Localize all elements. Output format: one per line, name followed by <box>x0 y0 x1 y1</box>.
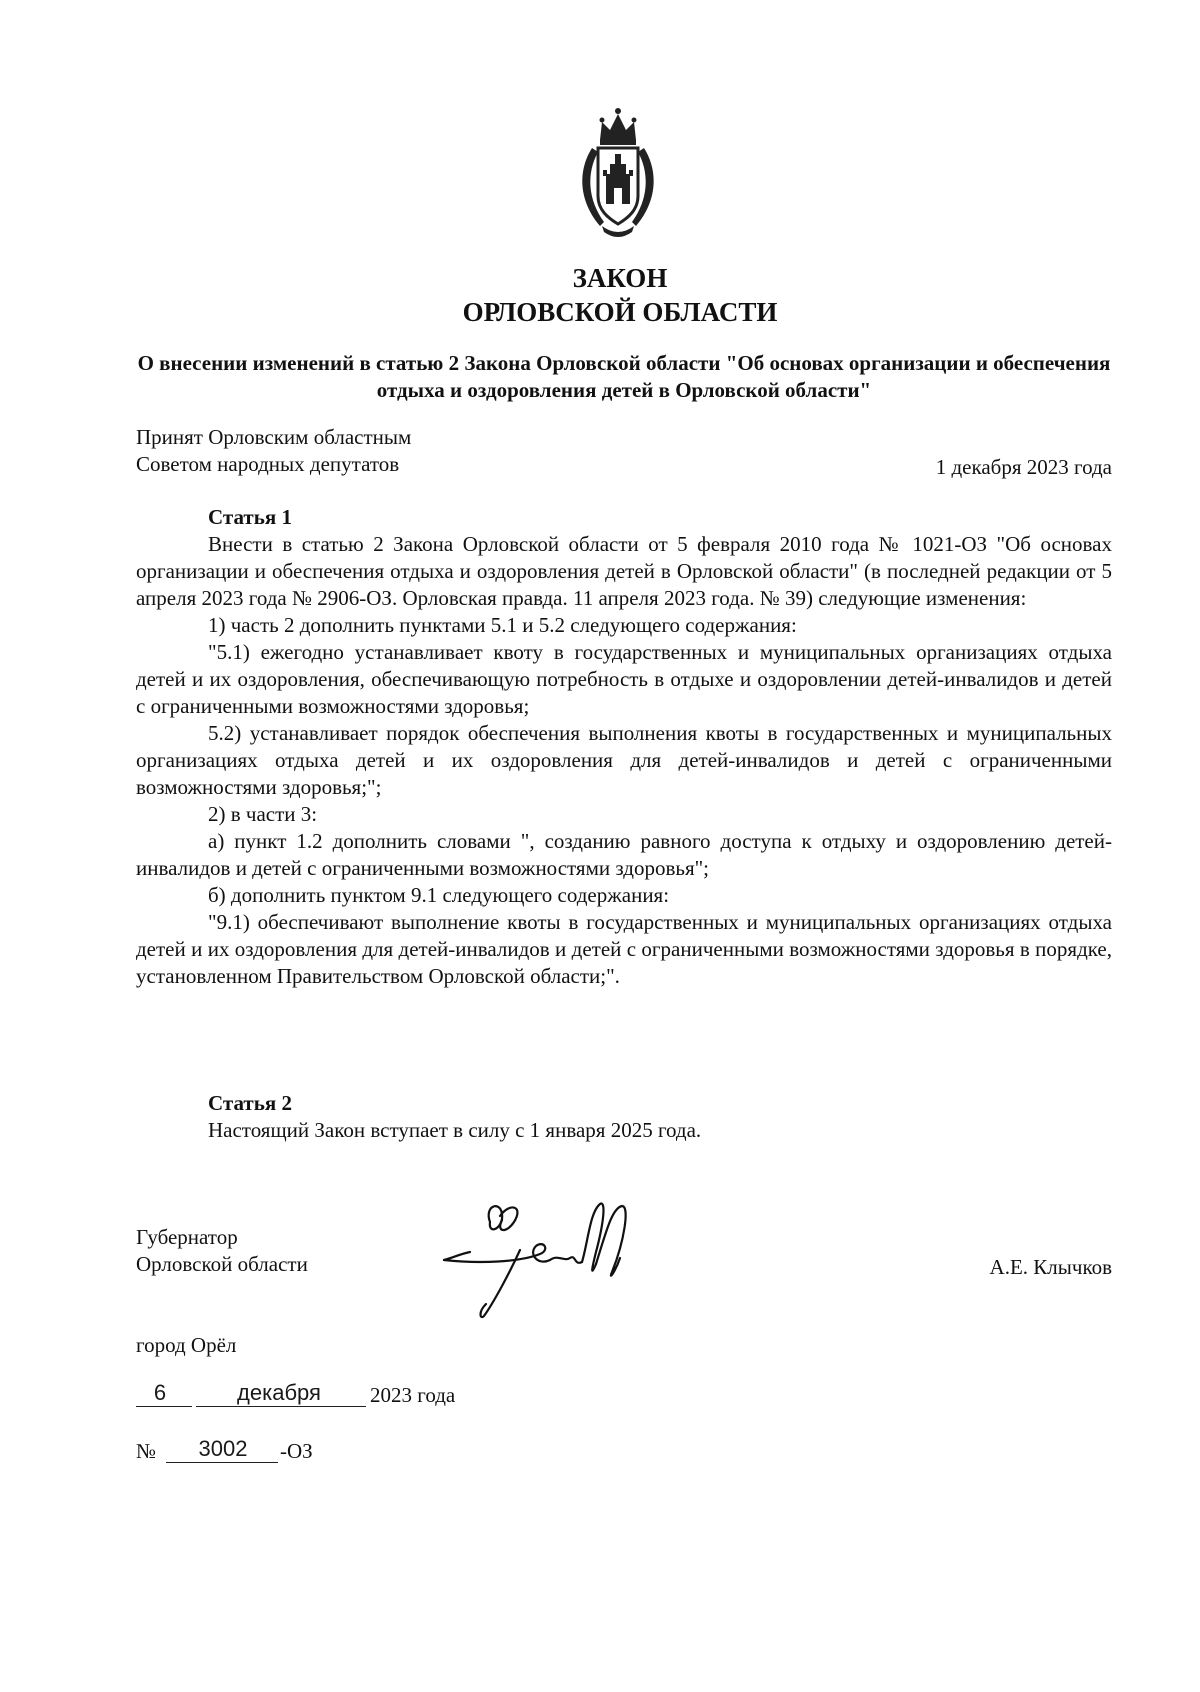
article-1-paragraph: 1) часть 2 дополнить пунктами 5.1 и 5.2 следующего содержания: <box>208 613 797 637</box>
adoption-date: 1 декабря 2023 года <box>935 455 1112 479</box>
article-1-paragraph: а) пункт 1.2 дополнить словами ", созданию равного доступа к отдыху и оздоровлению детей-инвалидов и детей с ограниченными возможностями здоровья"; <box>136 829 1112 880</box>
handwritten-signature <box>440 1192 640 1322</box>
law-subject: О внесении изменений в статью 2 Закона Орловской области "Об основах организации и обеспечения отдыха и оздоровления детей в Орловской области" <box>137 351 1111 402</box>
law-title: ЗАКОН <box>572 263 668 293</box>
number-sign: № <box>136 1439 157 1463</box>
article-1-paragraph: 5.2) устанавливает порядок обеспечения выполнения квоты в государственных и муниципальных организациях отдыха детей и их оздоровления для детей-инвалидов и детей с ограниченными возможностями здоровья;"; <box>136 721 1112 799</box>
article-2 <box>136 1090 1112 1144</box>
signing-day: 6 <box>153 1380 167 1405</box>
article-1-paragraph: Внести в статью 2 Закона Орловской области от 5 февраля 2010 года № 1021-ОЗ "Об основах организации и обеспечения отдыха и оздоровления детей в Орловской области" (в последней редакции от 5 апреля 2023 года № 2906-ОЗ. Орловская правда. 11 апреля 2023 года. № 39) следующие изменения: <box>136 532 1112 610</box>
signatory-title-line-2: Орловской области <box>136 1252 308 1276</box>
number-suffix: -ОЗ <box>280 1439 313 1463</box>
signatory-name: А.Е. Клычков <box>989 1255 1112 1279</box>
adoption-line-1: Принят Орловским областным <box>136 425 412 449</box>
signing-day-underline <box>136 1406 192 1407</box>
city: город Орёл <box>136 1333 237 1357</box>
article-1 <box>136 504 1112 990</box>
adoption-line-2: Советом народных депутатов <box>136 452 400 476</box>
signing-month-underline <box>196 1406 366 1407</box>
article-1-paragraph: "9.1) обеспечивают выполнение квоты в государственных и муниципальных организациях отдыха детей и их оздоровления для детей-инвалидов и детей с ограниченными возможностями здоровья в порядке, установленном Правительством Орловской области;". <box>136 910 1112 988</box>
article-2-text: Настоящий Закон вступает в силу с 1 января 2025 года. <box>208 1118 702 1142</box>
coat-of-arms-emblem <box>570 100 666 240</box>
article-1-heading: Статья 1 <box>208 505 292 529</box>
signing-year: 2023 года <box>370 1383 456 1407</box>
signatory-title-line-1: Губернатор <box>136 1225 238 1249</box>
law-number-underline <box>166 1462 278 1463</box>
article-1-paragraph: "5.1) ежегодно устанавливает квоту в государственных и муниципальных организациях отдыха детей и их оздоровления, обеспечивающую потребность в отдыхе и оздоровлении детей-инвалидов и детей с ограниченными возможностями здоровья; <box>136 640 1112 718</box>
signing-month: декабря <box>237 1380 321 1405</box>
article-2-heading: Статья 2 <box>208 1091 292 1115</box>
article-1-paragraph: 2) в части 3: <box>208 802 318 826</box>
region-title: ОРЛОВСКОЙ ОБЛАСТИ <box>462 297 778 327</box>
article-1-paragraph: б) дополнить пунктом 9.1 следующего содержания: <box>208 883 670 907</box>
law-number: 3002 <box>198 1436 248 1461</box>
